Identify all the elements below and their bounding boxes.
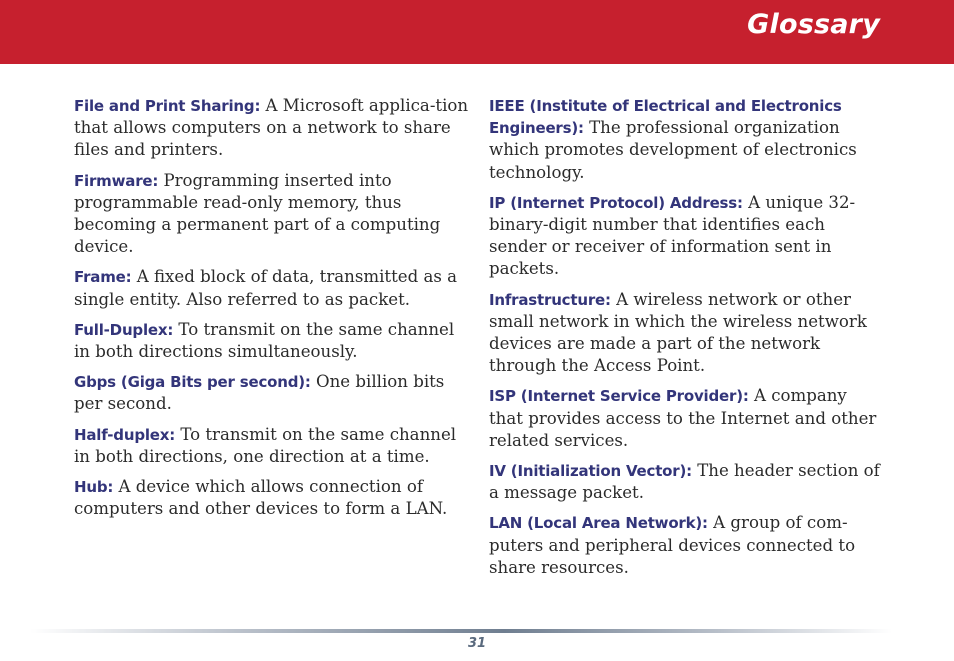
glossary-left-column [74,95,469,528]
glossary-entry [74,319,469,363]
glossary-definition: One billion bits per second. [74,372,445,414]
glossary-term: IP (Internet Protocol) Address: [489,193,743,212]
glossary-entry [74,266,469,310]
glossary-entry [489,512,884,579]
page-title: Glossary [747,9,880,40]
glossary-definition: Programming inserted into programmable read-only memory, thus becoming a permanent part of a computing device. [74,170,441,257]
glossary-entry [489,95,884,184]
glossary-term: Firmware: [74,171,159,190]
page-number: 31 [467,636,487,651]
glossary-definition: A company that provides access to the Internet and other related services. [489,386,877,450]
glossary-term: Half-duplex: [74,425,176,444]
glossary-term: LAN (Local Area Network): [489,514,708,533]
glossary-term: Infrastructure: [489,290,611,309]
header-banner [0,0,954,64]
glossary-entry [489,289,884,378]
glossary-entry [489,385,884,452]
glossary-term: ISP (Internet Service Provider): [489,387,749,406]
glossary-term: IV (Initialization Vector): [489,462,692,481]
glossary-term: Gbps (Giga Bits per second): [74,373,311,392]
glossary-term: IEEE (Institute of Electrical and Electronics Engineers): [489,97,842,138]
glossary-entry [489,460,884,504]
glossary-entry [74,95,469,162]
glossary-entry [74,371,469,415]
glossary-term: File and Print Sharing: [74,97,261,115]
glossary-definition: A wireless network or other small network in which the wireless network devices are made a part of the network through the Access Point. [489,289,867,376]
glossary-entry [74,476,469,520]
glossary-right-column [489,95,884,587]
glossary-definition: A group of com-puters and peripheral devices connected to share resources. [489,513,856,577]
glossary-definition: A unique 32-binary-digit number that identifies each sender or receiver of information sent in packets. [489,192,856,279]
glossary-entry [74,424,469,468]
glossary-entry [74,170,469,259]
glossary-definition: To transmit on the same channel in both directions, one direction at a time. [74,424,457,466]
glossary-definition: A device which allows connection of computers and other devices to form a LAN. [74,477,448,519]
glossary-definition: A Microsoft applica-tion that allows computers on a network to share files and printers. [74,96,469,160]
glossary-entry [489,192,884,281]
glossary-definition: To transmit on the same channel in both directions simultaneously. [74,319,455,362]
glossary-term: Full-Duplex: [74,320,174,339]
glossary-definition: A fixed block of data, transmitted as a single entity. Also referred to as packet. [74,267,458,309]
footer-divider [30,629,892,633]
glossary-term: Hub: [74,478,114,497]
glossary-definition: The header section of a message packet. [489,461,880,503]
glossary-definition: The professional organization which promotes development of electronics technology. [489,118,857,182]
glossary-term: Frame: [74,268,132,287]
